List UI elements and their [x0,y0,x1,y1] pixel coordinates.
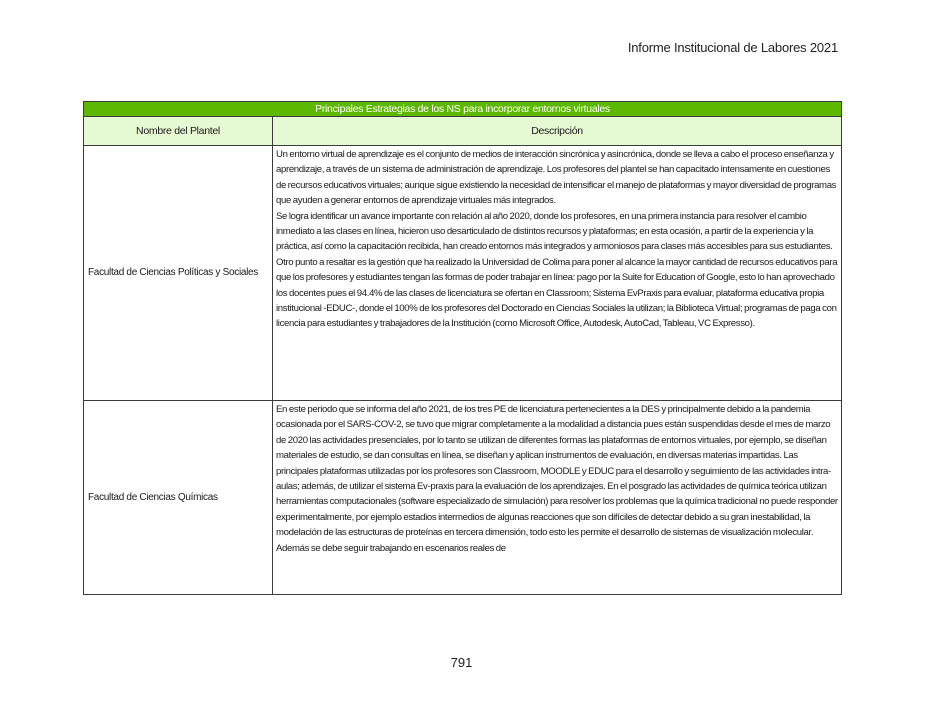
table-row [84,146,842,401]
table-title-row [84,102,842,117]
description-paragraph: Se logra identificar un avance importante con relación al año 2020, donde los profesores, en una primera instancia para resolver el cambio inmediato a las clases en línea, hicieron uso desarticulado de distintos recursos y plataformas; en esta ocasión, a partir de la experiencia y la práctica, así como la capacitación recibida, han creado entornos más integrados y armoniosos para clases más accesibles para sus estudiantes. [276,210,833,253]
table-row [84,401,842,595]
strategies-table [83,101,842,595]
description-cell [273,401,842,595]
column-header-name: Nombre del Plantel [84,117,273,146]
column-header-description: Descripción [273,117,842,146]
plantel-name-cell: Facultad de Ciencias Químicas [84,401,273,595]
description-paragraph: En este periodo que se informa del año 2021, de los tres PE de licenciatura pertenecientes a la DES y principalmente debido a la pandemia ocasionada por el SARS-COV-2, se tuvo que migrar completamente a la modalidad a distancia pues están suspendidas desde el mes de marzo de 2020 las actividades presenciales, por lo tanto se utilizan de diferentes formas las plataformas de entornos virtuales, por ejemplo, se diseñan materiales de estudio, se dan consultas en línea, se diseñan y aplican instrumentos de evaluación, en diversas materias impartidas. Las principales plataformas utilizadas por los profesores son Classroom, MOODLE y EDUC para el desarrollo y seguimiento de las actividades intra-aulas; además, de utilizar el sistema Ev-praxis para la evaluación de los aprendizajes. En el posgrado las actividades de química teórica utilizan herramientas computacionales (software especializado de simulación) para resolver los problemas que la química tradicional no puede responder experimentalmente, por ejemplo estadios intermedios de algunas reacciones que son difíciles de detectar debido a su gran inestabilidad, la modelación de las estructuras de proteínas en tercera dimensión, todo esto les permite el desarrollo de sistemas de visualización molecular. Además se debe seguir trabajando en escenarios reales de [276,404,838,554]
description-paragraph: Otro punto a resaltar es la gestión que ha realizado la Universidad de Colima para poner al alcance la mayor cantidad de recursos educativos para que los profesores y estudiantes tengan las formas de poder trabajar en línea: pago por la Suite for Education of Google, esto lo han aprovechado los docentes pues el 94.4% de las clases de licenciatura se ofertan en Classroom; Sistema EvPraxis para evaluar, plataforma educativa propia institucional -EDUC-, donde el 100% de los profesores del Doctorado en Ciencias Sociales la utilizan; la Biblioteca Virtual; programas de paga con licencia para estudiantes y trabajadores de la Institución (como Microsoft Office, Autodesk, AutoCad, Tableau, VC Expresso). [276,256,838,330]
plantel-name-cell: Facultad de Ciencias Políticas y Sociales [84,146,273,401]
page-number-text: 791 [450,655,473,670]
page-header: Informe Institucional de Labores 2021 [627,40,838,55]
description-paragraph: Un entorno virtual de aprendizaje es el conjunto de medios de interacción sincrónica y asincrónica, donde se lleva a cabo el proceso enseñanza y aprendizaje, a través de un sistema de administración de aprendizaje. Los profesores del plantel se han capacitado intensamente en cuestiones de recursos educativos virtuales; aunque sigue existiendo la necesidad de intensificar el manejo de plataformas y mayor diversidad de programas que ayuden a generar entornos de aprendizaje virtuales más integrados. [276,149,837,207]
column-header-row [84,117,842,146]
strategies-table-container [83,101,841,595]
table-title: Principales Estrategias de los NS para incorporar entornos virtuales [84,102,842,117]
page-number [0,655,925,670]
description-cell [273,146,842,401]
